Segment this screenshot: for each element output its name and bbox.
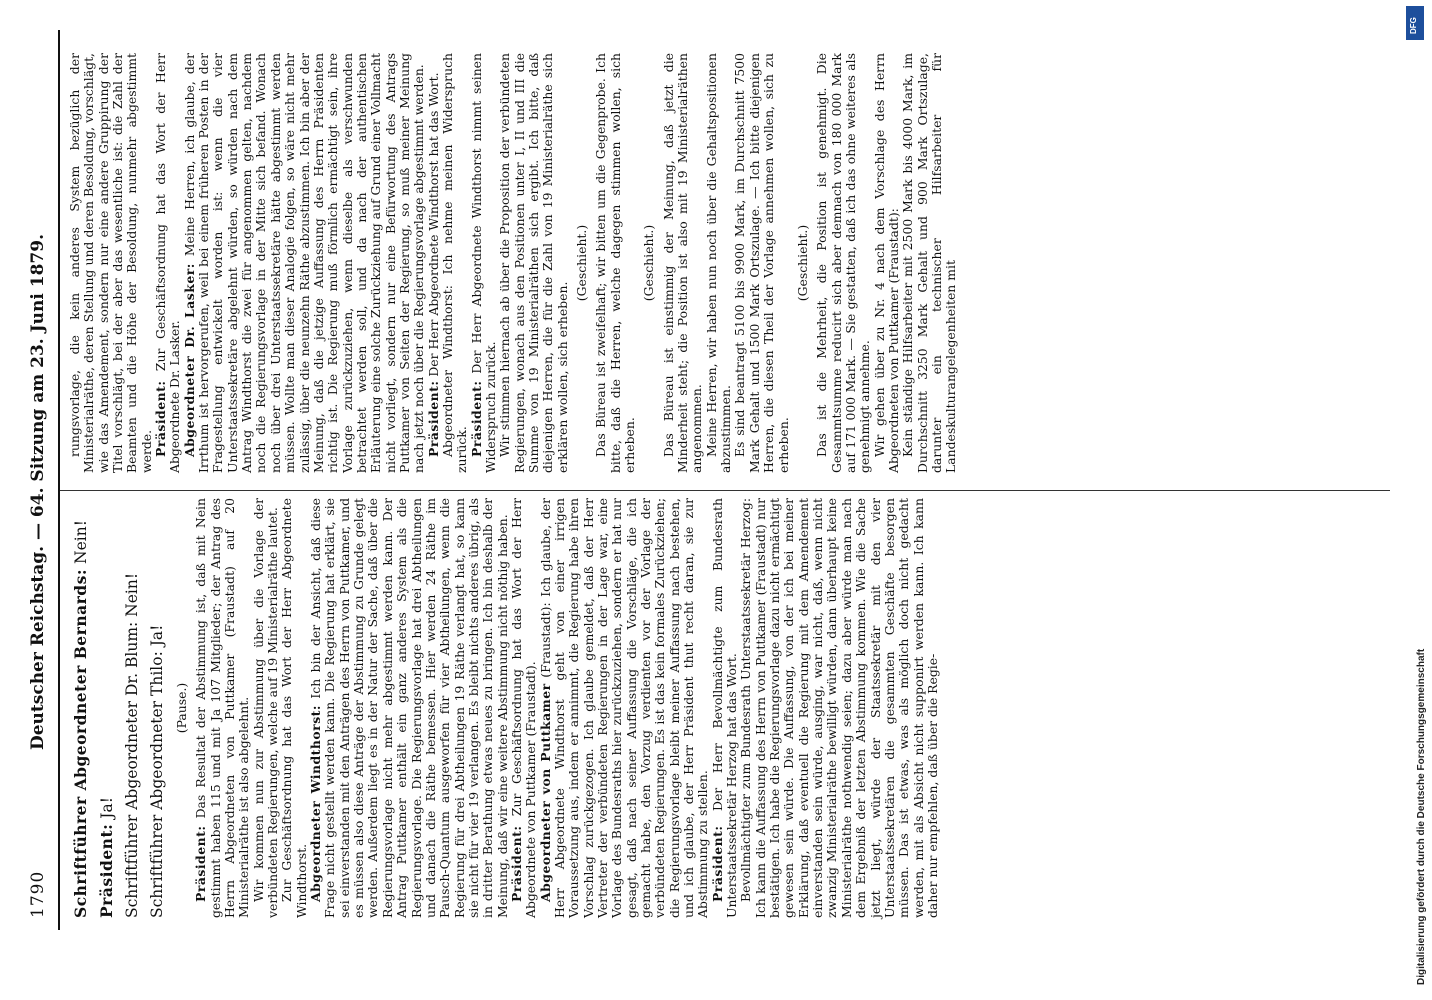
paragraph [68,498,94,918]
header-rule [58,30,60,930]
paragraph [175,498,189,918]
paragraph-text: Es sind beantragt 5100 bis 9900 Mark, im Durchschnitt 7500 Mark Gehalt und 1500 Mark Ortszulage. — Ich bitte diejenigen Herren, die diesen Theil der Vorlage annehmen wollen, sich zu erheben. [732,53,791,473]
paragraph [796,53,810,473]
paragraph [280,498,309,918]
right-column [68,53,959,473]
paragraph [711,498,740,918]
paragraph-text: Kein ständige Hilfsarbeiter mit 2500 Mark bis 4000 Mark, im Durchschnitt 3250 Mark Gehalt und 900 Mark Ortszulage, darunter ein technischer Hilfsarbeiter für Landeskulturangelegenheiten mit [900,53,959,473]
paragraph [154,53,183,473]
paragraph-text: rungsvorlage, die kein anderes System bezüglich der Ministerialräthe, deren Stellung und deren Besoldung, vorschlägt, wie das Amendement, sondern nur eine andere Gruppirung der Titel vorschlägt, bei der aber das wesentliche ist: die Zahl der Beamten und die Höhe der Besoldung, nunmehr abgestimmt werde. [67,53,154,473]
speaker-label: Präsident: [425,380,441,457]
paragraph-text: Zur Geschäftsordnung hat das Wort der Herr Abgeordnete von Puttkamer (Fraustadt). [508,498,539,918]
paragraph [815,53,872,473]
paragraph-text: Wir gehen über zu Nr. 4 nach dem Vorschlage des Herrn Abgeordneten von Puttkamer (Fraustadt): [871,53,901,473]
paragraph-text: Ich bin der Ansicht, daß diese Frage nicht gestellt werden kann. Die Regierung hat erklärt, sie sei einverstanden mit den Anträgen des Herrn von Puttkamer, und es müssen also diese Anträge der Abstimmung zu Grunde gelegt werden. Außerdem liegt es in der Natur der Sache, daß über die Regierungsvorlage nicht mehr abgestimmt werden kann. Der Antrag Puttkamer enthält ein ganz anderes System als die Regierungsvorlage. Die Regierungsvorlage hat drei Abtheilungen und danach die Räthe bemessen. Hier werden 24 Räthe im Pausch-Quantum ausgeworfen für vier Abtheilungen, wenn die Regierung für drei Abtheilungen 19 Räthe verlangt hat, so kann sie nicht für vier 19 verlangen. Es bleibt nichts anderes übrig, als in dritter Berathung etwas neues zu bringen. Ich bin deshalb der Meinung, daß wir eine weitere Abstimmung nicht nöthig haben. [308,498,510,918]
paragraph [441,53,470,473]
speaker-label: Präsident: [468,380,484,457]
paragraph [510,498,539,918]
paragraph-text: Zur Geschäftsordnung hat das Wort der Herr Abgeordnete Dr. Lasker. [153,53,183,473]
speaker-label: Präsident: [97,823,116,918]
paragraph-text: (Fraustadt): Ich glaube, der Herr Abgeordnete Windthorst geht von einer irrigen Voraussetzung aus, indem er annimmt, die Regierung habe ihren Vorschlag zurückgezogen. Ich glaube gemeldet, daß der Herr Vertreter der verbündeten Regierungen in der Lage war, eine Vorlage des Bundesraths hier zurückzuziehen, sondern er hat nur gesagt, daß nach seiner Auffassung die Vorschläge, die ich gemacht habe, den Vorzug verdienten vor der Vorlage der verbündeten Regierungen. Es ist das kein formales Zurückziehen; die Regierungsvorlage bleibt meiner Auffassung nach bestehen, und ich glaube, der Herr Präsident thut recht daran, sie zur Abstimmung zu stellen. [537,498,711,918]
speaker-label: Präsident: [508,825,524,902]
paragraph [145,498,170,918]
paragraph [642,53,656,473]
paragraph-text: Der Herr Bevollmächtigte zum Bundesrath Unterstaatssekretär Herzog hat das Wort. [709,498,740,918]
page-header [0,0,75,1000]
paragraph [194,498,251,918]
paragraph [94,498,120,918]
paragraph-text: Das Büreau ist einstimmig der Meinung, daß jetzt die Minderheit steht; die Position ist also mit 19 Ministerialräthen angenommen. [660,53,705,473]
paragraph-text: (Geschieht.) [794,224,810,302]
paragraph-text: (Geschieht.) [574,224,590,302]
paragraph-text: Nein! [72,520,90,569]
speaker-label: Präsident: [193,825,209,902]
dfg-logo: DFG [1406,6,1424,40]
paragraph [309,498,510,918]
column-divider [60,490,1390,491]
paragraph-text: Der Herr Abgeordnete Windthorst nimmt seinen Widerspruch zurück. [468,53,498,473]
speaker-label: Abgeordneter Dr. Lasker: [181,263,197,457]
speaker-label: Abgeordneter von Puttkamer [537,683,553,902]
paragraph [739,498,940,918]
paragraph-text: Das ist die Mehrheit, die Position ist genehmigt. Die Gesammtsumme reducirt sich aber demnach von 180 000 Mark auf 171 000 Mark. — Sie gestatten, daß ich das ohne weiteres als genehmigt annehme. [814,53,873,473]
page-number: 1790 [28,870,48,918]
paragraph [252,498,281,918]
digitization-credit: Digitalisierung gefördert durch die Deutsche Forschungsgemeinschaft [1416,648,1427,985]
paragraph [427,53,441,473]
paragraph [575,53,589,473]
running-title: Deutscher Reichstag. — 64. Sitzung am 23. Juni 1879. [28,234,48,750]
paragraph-text: Wir kommen nun zur Abstimmung über die Vorlage der verbündeten Regierungen, welche auf 19 Ministerialräthe lautet. [250,498,281,918]
paragraph-text: Abgeordneter Windthorst: Ich nehme meinen Widerspruch zurück. [439,53,470,473]
paragraph-text: Meine Herren, wir haben nun noch über die Gehaltspositionen abzustimmen. [703,53,734,473]
paragraph [662,53,705,473]
paragraph-text: Zur Geschäftsordnung hat das Wort der Herr Abgeordnete Windthorst. [279,498,309,918]
paragraph [873,53,902,473]
paragraph-text: Ja! [98,797,116,824]
paragraph [594,53,637,473]
paragraph-text: Das Büreau ist zweifelhaft; wir bitten um die Gegenprobe. Ich bitte, daß die Herren, welche dagegen stimmen wollen, sich erheben. [593,53,638,473]
paragraph-text: Schriftführer Abgeordneter Thilo: Ja! [148,624,166,918]
paragraph-text: Meine Herren, ich glaube, der Irrthum ist hervorgerufen, weil bei einem früheren Posten in der Fragestellung entwickelt worden ist: wenn die vier Unterstaatssekretäre abgelehnt würden, so würden nach dem Antrag Windthorst die zwei für angenommen gelten, nachdem noch die Regierungsvorlage in der Mitte sich befand. Wonach noch über drei Unterstaatssekretäre hätte abgestimmt werden müssen. Wollte man dieser Analogie folgen, so wäre nicht mehr zulässig, über die neunzehn Räthe abzustimmen. Ich bin aber der Meinung, daß die jetzige Auffassung des Herrn Präsidenten richtig ist. Die Regierung muß förmlich ermächtigt sein, ihre Vorlage zurückzuziehen, wenn dieselbe als verschwunden betrachtet werden soll, und da nach der authentischen Erläuterung eine solche Zurückziehung auf Grund einer Vollmacht nicht vorliegt, sondern nur eine Befürwortung des Antrags Puttkamer von Seiten der Regierung, so muß meiner Meinung nach jetzt noch über die Regierungsvorlage abgestimmt werden. [181,52,427,473]
speaker-label: Abgeordneter Windthorst: [308,705,324,902]
paragraph [901,53,958,473]
paragraph [733,53,790,473]
speaker-label: Präsident: [153,380,169,457]
paragraph-text: Wir stimmen hiernach ab über die Proposition der verbündeten Regierungen, wonach aus den Positionen unter I, II und III die Summe von 19 Ministerialräthen sich ergibt. Ich bitte, daß diejenigen Herren, die für die Zahl von 19 Ministerialräthe sich erklären wollen, sich erheben. [497,53,570,473]
paragraph [68,53,154,473]
paragraph-text: Bevollmächtigter zum Bundesrath Unterstaatssekretär Herzog: Ich kann die Auffassung des Herrn von Puttkamer (Fraustadt) nur bestätigen. Ich habe die Regierungsvorlage dazu nicht ermächtigt gewesen sein würde. Die Auffassung, von der ich bei meiner Erklärung, daß eventuell die Regierung mit dem Amendement einverstanden sein würde, ausging, war nicht, daß, wenn nicht zwanzig Ministerialräthe bewilligt würden, dann überhaupt keine Ministerialräthe nothwendig seien; dazu aber würde man nach dem Ergebniß der letzten Abstimmung kommen. Wie die Sache jetzt liegt, würde der Staatssekretär mit den vier Unterstaatssekretären die gesammten Geschäfte besorgen müssen. Das ist etwas, was als möglich doch nicht gedacht werden, mit als Absicht nicht supponirt werden kann. Ich kann daher nur empfehlen, daß über die Regie- [738,498,940,918]
paragraph [705,53,734,473]
paragraph [120,498,145,918]
speaker-label: Schriftführer Abgeordneter Bernards: [71,568,90,918]
paragraph-text: (Pause.) [174,682,189,734]
speaker-label: Präsident: [709,825,725,902]
left-column [68,498,940,918]
paragraph-text: Das Resultat der Abstimmung ist, daß mit Nein gestimmt haben 115 und mit Ja 107 Mitglieder; der Antrag des Herrn Abgeordneten von Puttkamer (Fraustadt) auf 20 Ministerialräthe ist also abgelehnt. [193,498,252,918]
paragraph-text: (Geschieht.) [641,224,657,302]
paragraph [498,53,570,473]
paragraph [470,53,499,473]
paragraph-text: Der Herr Abgeordnete Windthorst hat das Wort. [425,72,441,381]
paragraph [183,53,427,473]
paragraph [539,498,711,918]
paragraph-text: Schriftführer Abgeordneter Dr. Blum: Nein! [123,572,141,918]
